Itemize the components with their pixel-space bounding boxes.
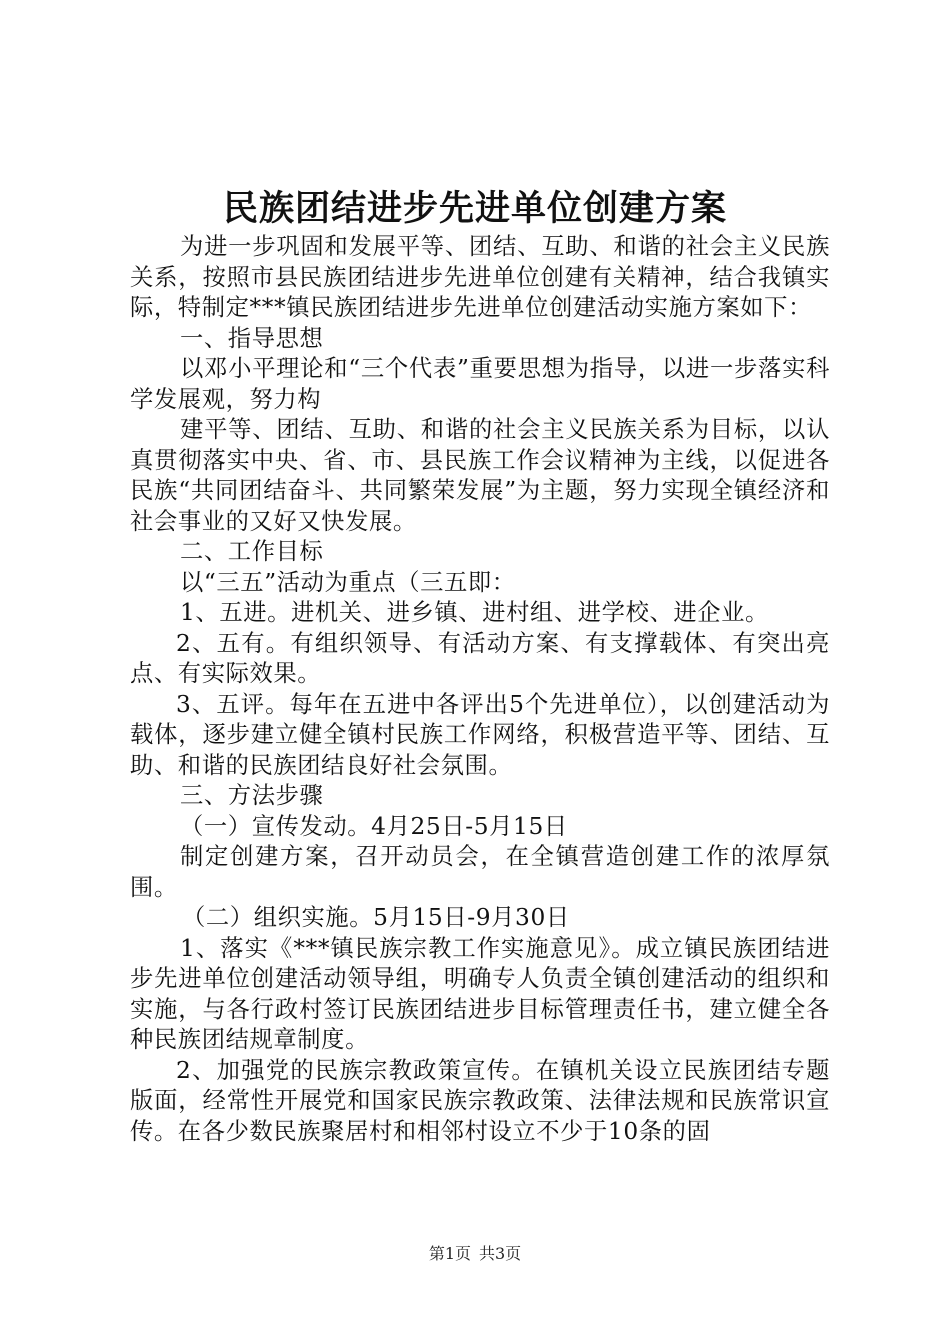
step-implementation-heading: （二）组织实施。5月15日-9月30日 (182, 904, 570, 931)
goal-item-five-evaluations: 3、五评。每年在五进中各评出5个先进单位），以创建活动为载体，逐步建立健全镇村民族工作网络，积极营造平等、团结、互助、和谐的民族团结良好社会氛围。 (130, 690, 830, 779)
document-body (130, 232, 830, 1147)
work-goals-intro: 以“三五”活动为重点（三五即： (180, 568, 516, 596)
goal-item-five-haves: 2、五有。有组织领导、有活动方案、有支撑载体、有突出亮点、有实际效果。 (130, 629, 830, 687)
implementation-item-1: 1、落实《***镇民族宗教工作实施意见》。成立镇民族团结进步先进单位创建活动领导组，明确专人负责全镇创建活动的组织和实施，与各行政村签订民族团结进步目标管理责任书，建立健全各种民族团结规章制度。 (130, 934, 830, 1053)
step-publicity-heading: （一）宣传发动。4月25日-5月15日 (180, 812, 568, 840)
goal-item-five-enters: 1、五进。进机关、进乡镇、进村组、进学校、进企业。 (180, 599, 769, 626)
section-heading-guiding-thought: 一、指导思想 (180, 324, 324, 352)
guiding-thought-paragraph: 以邓小平理论和“三个代表”重要思想为指导，以进一步落实科学发展观，努力构 (130, 355, 830, 413)
guiding-thought-continued-paragraph: 建平等、团结、互助、和谐的社会主义民族关系为目标，以认真贯彻落实中央、省、市、县民族工作会议精神为主线，以促进各民族“共同团结奋斗、共同繁荣发展”为主题，努力实现全镇经济和社会事业的又好又快发展。 (130, 416, 830, 535)
section-heading-work-goals: 二、工作目标 (180, 538, 324, 565)
document-title: 民族团结进步先进单位创建方案 (222, 189, 727, 229)
section-heading-method-steps: 三、方法步骤 (180, 782, 324, 809)
step-publicity-paragraph: 制定创建方案，召开动员会，在全镇营造创建工作的浓厚氛围。 (130, 843, 830, 901)
intro-paragraph: 为进一步巩固和发展平等、团结、互助、和谐的社会主义民族关系，按照市县民族团结进步先进单位创建有关精神，结合我镇实际，特制定***镇民族团结进步先进单位创建活动实施方案如下： (130, 233, 830, 321)
implementation-item-2: 2、加强党的民族宗教政策宣传。在镇机关设立民族团结专题版面，经常性开展党和国家民族宗教政策、法律法规和民族常识宣传。在各少数民族聚居村和相邻村设立不少于10条的固 (130, 1056, 830, 1145)
page-number: 第1页 (428, 1244, 471, 1263)
page-footer (0, 1244, 950, 1264)
page-total: 共3页 (479, 1244, 522, 1263)
